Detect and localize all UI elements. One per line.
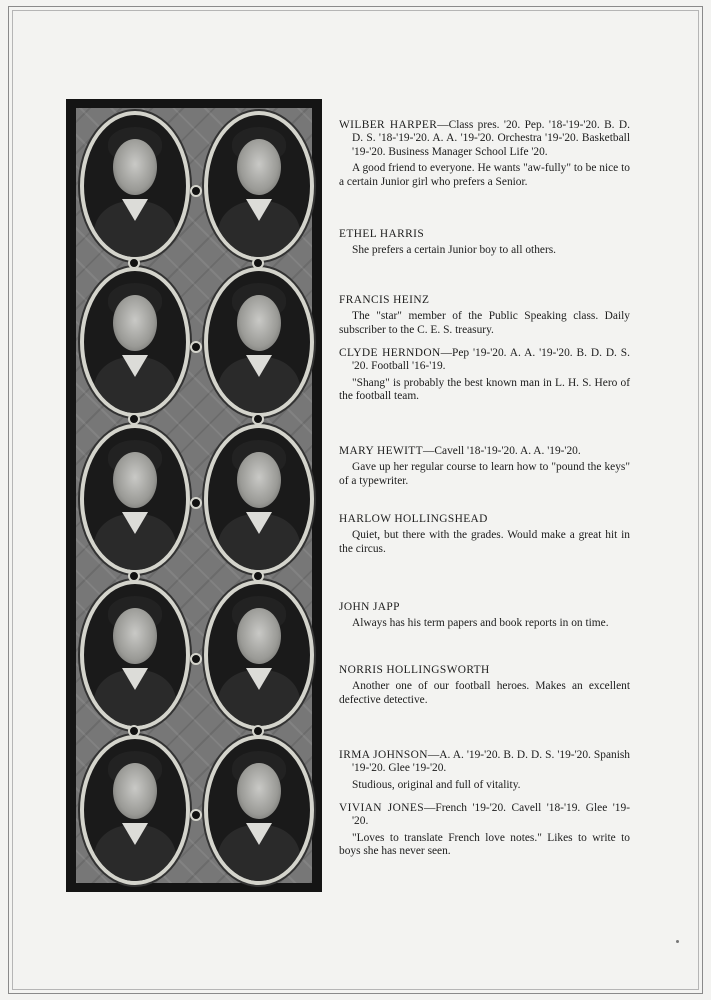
student-name: HARLOW HOLLINGSHEAD [339, 513, 488, 525]
student-remark: "Loves to translate French love notes." Likes to write to boys she has never seen. [339, 831, 630, 858]
ornament-dot [252, 725, 264, 737]
student-activities: —Class pres. '20. Pep. '18-'19-'20. B. D. D. S. '18-'19-'20. A. A. '19-'20. Orchestra '19-'20. Basketball '19-'20. Business Manager School Life '20. [352, 119, 630, 158]
ornament-dot [190, 341, 202, 353]
student-entry [339, 294, 630, 337]
student-name: WILBER HARPER [339, 119, 438, 131]
student-name-line [339, 601, 630, 614]
student-remark: A good friend to everyone. He wants "aw-fully" to be nice to a certain Junior girl who prefers a Senior. [339, 162, 630, 188]
ornament-dot [252, 413, 264, 425]
portrait-mary-hewitt [80, 424, 190, 574]
student-activities: —A. A. '19-'20. B. D. D. S. '19-'20. Spanish '19-'20. Glee '19-'20. [352, 749, 630, 775]
portrait-face [113, 763, 157, 819]
student-name-line [339, 347, 630, 374]
ornament-dot [252, 570, 264, 582]
student-name-line [339, 802, 630, 829]
ornament-dot [128, 257, 140, 269]
portrait-face [237, 763, 281, 819]
student-entry [339, 601, 630, 631]
student-remark: Quiet, but there with the grades. Would make a great hit in the circus. [339, 529, 630, 555]
student-name: ETHEL HARRIS [339, 228, 425, 240]
page-speck [676, 940, 679, 943]
portrait-face [237, 139, 281, 195]
ornament-dot [128, 570, 140, 582]
student-remark: The "star" member of the Public Speaking class. Daily subscriber to the C. E. S. treasury. [339, 310, 630, 336]
ornament-dot [190, 653, 202, 665]
student-remark: She prefers a certain Junior boy to all others. [352, 244, 557, 257]
portrait-wilber-harper [80, 111, 190, 261]
portrait-francis-heinz [80, 267, 190, 417]
student-name: JOHN JAPP [339, 601, 400, 613]
student-name-line [339, 513, 630, 526]
portrait-face [113, 295, 157, 351]
student-name-line [339, 664, 630, 677]
portrait-face [237, 295, 281, 351]
student-entry [339, 802, 630, 859]
portrait-clyde-herndon [204, 267, 314, 417]
portrait-norris-hollingsworth [204, 580, 314, 730]
portrait-face [237, 608, 281, 664]
student-remark: Another one of our football heroes. Makes an excellent defective detective. [339, 680, 630, 706]
student-name-line [339, 749, 630, 776]
student-name: CLYDE HERNDON [339, 347, 441, 359]
student-name-line [339, 228, 630, 241]
student-remark: Studious, original and full of vitality. [352, 778, 521, 791]
student-remark: Always has his term papers and book reports in on time. [352, 617, 609, 630]
student-name: IRMA JOHNSON [339, 749, 428, 761]
student-activities: —French '19-'20. Cavell '18-'19. Glee '19-'20. [352, 802, 630, 828]
ornament-dot [128, 413, 140, 425]
student-name-line [339, 445, 630, 458]
ornament-dot [128, 725, 140, 737]
student-activities: —Cavell '18-'19-'20. A. A. '19-'20. [423, 445, 581, 457]
portrait-irma-johnson [80, 735, 190, 885]
ornament-dot [252, 257, 264, 269]
photo-panel [66, 99, 322, 892]
portrait-face [113, 139, 157, 195]
student-activities: —Pep '19-'20. A. A. '19-'20. B. D. D. S. '20. Football '16-'19. [352, 347, 630, 373]
student-remark: Gave up her regular course to learn how to "pound the keys" of a typewriter. [339, 461, 630, 487]
student-entry [339, 749, 630, 792]
portrait-face [113, 608, 157, 664]
student-name-line [339, 294, 630, 307]
student-name: FRANCIS HEINZ [339, 294, 430, 306]
student-name: MARY HEWITT [339, 445, 424, 457]
student-entry [339, 513, 630, 556]
portrait-face [113, 452, 157, 508]
student-name: VIVIAN JONES [339, 802, 424, 814]
student-entry [339, 347, 630, 404]
ornament-dot [190, 809, 202, 821]
ornament-dot [190, 185, 202, 197]
student-name: NORRIS HOLLINGSWORTH [339, 664, 490, 676]
student-name-line [339, 119, 630, 159]
student-entry [339, 119, 630, 189]
student-entry [339, 664, 630, 707]
student-entry [339, 445, 630, 488]
ornament-dot [190, 497, 202, 509]
student-remark: "Shang" is probably the best known man in L. H. S. Hero of the football team. [339, 376, 630, 403]
portrait-harlow-hollingshead [204, 424, 314, 574]
portrait-vivian-jones [204, 735, 314, 885]
portrait-john-japp [80, 580, 190, 730]
student-entry [339, 228, 630, 258]
portrait-ethel-harris [204, 111, 314, 261]
portrait-face [237, 452, 281, 508]
